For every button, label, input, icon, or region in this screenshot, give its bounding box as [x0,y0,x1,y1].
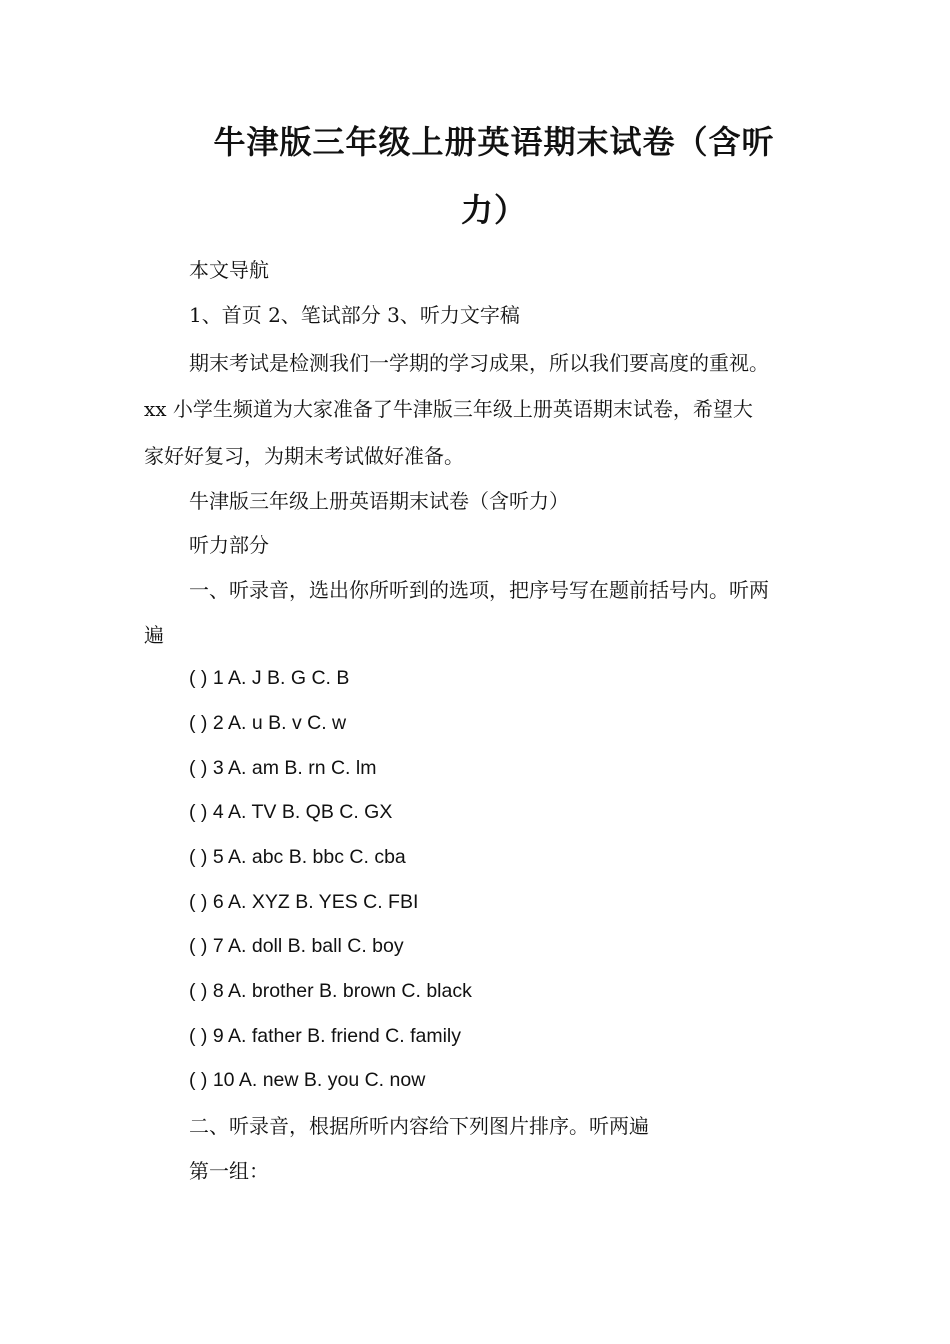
subtitle: 牛津版三年级上册英语期末试卷（含听力） [189,489,569,513]
q2-instruction: 二、听录音，根据所听内容给下列图片排序。听两遍 [189,1114,649,1138]
q1-instruction-line-1: 一、听录音，选出你所听到的选项，把序号写在题前括号内。听两 [189,578,769,602]
q1-item: ( ) 7 A. doll B. ball C. boy [189,935,404,957]
q1-instruction-line-2: 遍 [144,623,164,647]
intro-line-2: xx 小学生频道为大家准备了牛津版三年级上册英语期末试卷，希望大 [144,397,753,421]
q1-item: ( ) 5 A. abc B. bbc C. cba [189,846,406,868]
nav-items: 1、首页 2、笔试部分 3、听力文字稿 [189,303,520,327]
q1-item: ( ) 8 A. brother B. brown C. black [189,980,472,1002]
document-title-line-1: 牛津版三年级上册英语期末试卷（含听 [213,123,775,161]
q1-item: ( ) 10 A. new B. you C. now [189,1069,426,1091]
q1-item: ( ) 3 A. am B. rn C. lm [189,757,377,779]
section-listening-heading: 听力部分 [189,533,269,557]
intro-line-3: 家好好复习，为期末考试做好准备。 [144,444,464,468]
q1-item: ( ) 2 A. u B. v C. w [189,712,347,734]
q1-item: ( ) 4 A. TV B. QB C. GX [189,801,393,823]
intro-line-1: 期末考试是检测我们一学期的学习成果，所以我们要高度的重视。 [189,351,769,375]
nav-heading: 本文导航 [189,258,269,282]
q1-item: ( ) 6 A. XYZ B. YES C. FBI [189,891,419,913]
document-title-line-2: 力） [460,191,527,229]
q1-item: ( ) 9 A. father B. friend C. family [189,1025,462,1047]
group-label: 第一组： [189,1159,269,1183]
q1-item: ( ) 1 A. J B. G C. B [189,667,350,689]
